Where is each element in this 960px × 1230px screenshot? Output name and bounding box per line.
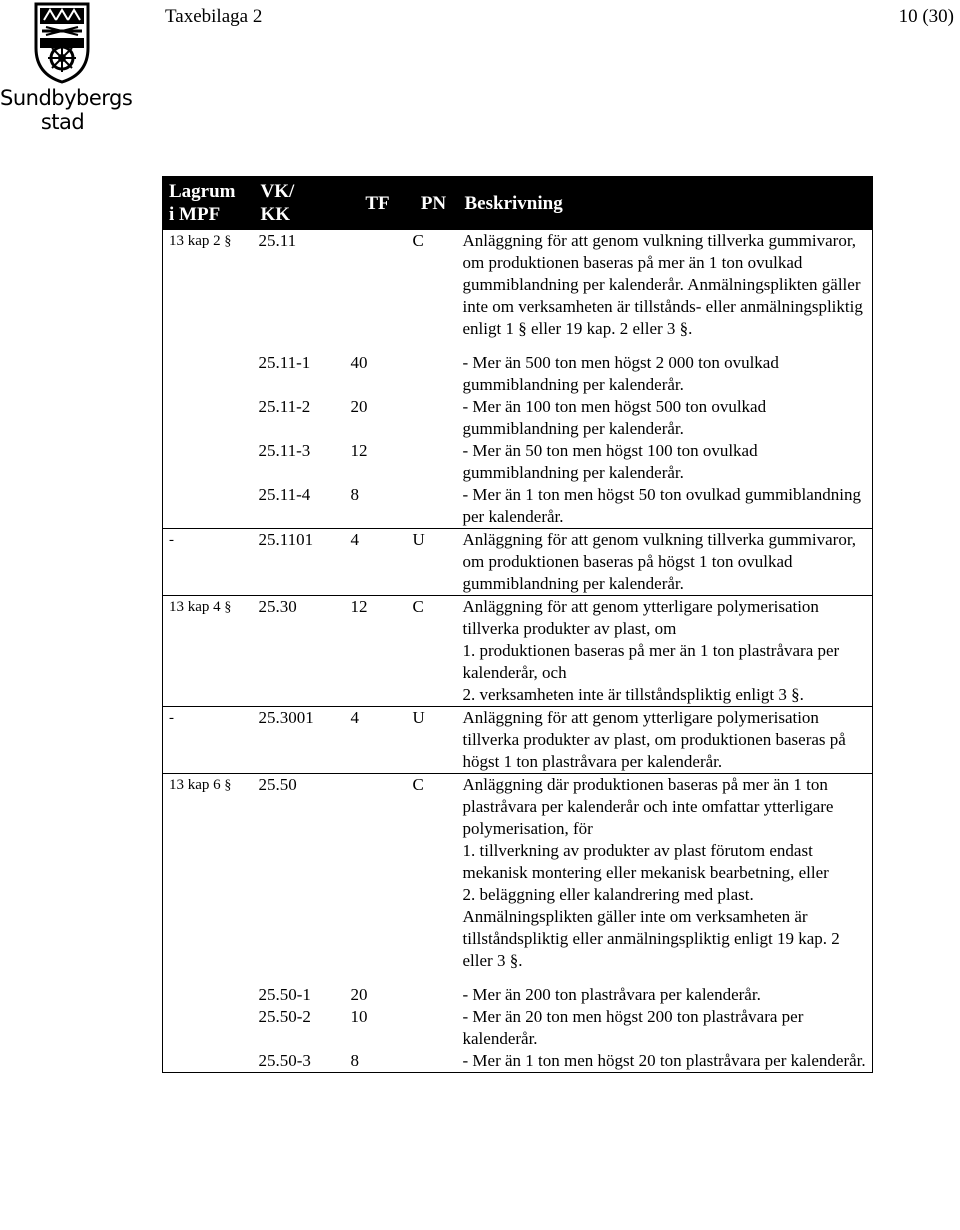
- vk-cell: 25.50-2: [258, 1007, 311, 1026]
- pn-cell: [409, 396, 459, 440]
- logo-text: [0, 86, 133, 134]
- vk-cell: 25.1101: [255, 529, 347, 596]
- coat-of-arms-icon: [30, 0, 94, 84]
- table-row: [163, 529, 873, 596]
- pn-cell: [409, 1050, 459, 1073]
- description-cell: - Mer än 50 ton men högst 100 ton ovulkad gummiblandning per kalenderår.: [462, 441, 758, 482]
- lagrum-cell: [163, 484, 255, 529]
- lagrum-cell: -: [163, 529, 255, 596]
- pn-cell: C: [409, 596, 459, 707]
- description-cell: Anläggning för att genom ytterligare polymerisation tillverka produkter av plast, om produktionen baseras på högst 1 ton plastråvara per kalenderår.: [459, 707, 873, 774]
- description-cell: Anläggning för att genom ytterligare polymerisation tillverka produkter av plast, om 1. produktionen baseras på mer än 1 ton plastråvara per kalenderår, och 2. verksamheten inte är tillståndspliktig enligt 3 §.: [459, 596, 873, 707]
- description-cell: - Mer än 100 ton men högst 500 ton ovulkad gummiblandning per kalenderår.: [462, 397, 767, 438]
- description-cell: Anläggning för att genom vulkning tillverka gummivaror, om produktionen baseras på högst 1 ton ovulkad gummiblandning per kalenderår.: [459, 529, 873, 596]
- vk-cell: 25.50: [255, 774, 347, 973]
- table-row: [163, 396, 873, 440]
- description-cell: - Mer än 500 ton men högst 2 000 ton ovulkad gummiblandning per kalenderår.: [462, 353, 779, 394]
- lagrum-cell: [163, 440, 255, 484]
- tf-cell: [347, 230, 409, 341]
- pn-cell: [409, 484, 459, 529]
- logo-text-line2: stad: [40, 110, 85, 134]
- tf-cell: [347, 774, 409, 973]
- col-header-description: Beskrivning: [459, 177, 873, 230]
- vk-cell: 25.11-2: [258, 397, 311, 416]
- col-header-pn: PN: [409, 177, 459, 230]
- lagrum-cell: [163, 396, 255, 440]
- description-cell: Anläggning där produktionen baseras på mer än 1 ton plastråvara per kalenderår och inte omfattar ytterligare polymerisation, för 1. tillverkning av produkter av plast förutom endast mekanisk montering eller mekanisk bearbetning, eller 2. beläggning eller kalandrering med plast. Anmälningsplikten gäller inte om verksamheten är tillståndspliktig eller anmälningspliktig enligt 19 kap. 2 eller 3 §.: [459, 774, 873, 973]
- pn-cell: C: [409, 230, 459, 341]
- lagrum-cell: [163, 972, 255, 1006]
- vk-cell: 25.11-1: [258, 353, 311, 372]
- lagrum-cell: 13 kap 6 §: [163, 774, 255, 973]
- tf-cell: 40: [350, 353, 368, 372]
- table-row: [163, 1050, 873, 1073]
- col-header-tf: TF: [347, 177, 409, 230]
- tf-cell: 20: [350, 985, 368, 1004]
- tf-cell: 12: [350, 441, 368, 460]
- pn-cell: U: [409, 707, 459, 774]
- lagrum-cell: 13 kap 2 §: [163, 230, 255, 341]
- lagrum-cell: [163, 340, 255, 396]
- logo-text-line1: Sundbybergs: [0, 86, 133, 110]
- col-header-vk: VK/ KK: [255, 177, 347, 230]
- tf-cell: 4: [347, 707, 409, 774]
- description-cell: - Mer än 20 ton men högst 200 ton plastråvara per kalenderår.: [462, 1007, 804, 1048]
- pn-cell: [409, 340, 459, 396]
- lagrum-cell: [163, 1050, 255, 1073]
- description-cell: Anläggning för att genom vulkning tillverka gummivaror, om produktionen baseras på mer än 1 ton ovulkad gummiblandning per kalenderår. Anmälningsplikten gäller inte om verksamheten är tillstånds- eller anmälningspliktig enligt 1 § eller 19 kap. 2 eller 3 §.: [459, 230, 873, 341]
- tf-cell: 8: [350, 485, 359, 504]
- vk-cell: 25.30: [255, 596, 347, 707]
- vk-cell: 25.11-3: [258, 441, 311, 460]
- fee-table: [162, 176, 873, 1073]
- pn-cell: C: [409, 774, 459, 973]
- table-row: [163, 440, 873, 484]
- table-row: [163, 707, 873, 774]
- vk-cell: 25.50-3: [258, 1051, 311, 1070]
- page-number: 10 (30): [898, 6, 954, 27]
- description-cell: - Mer än 1 ton men högst 20 ton plastråvara per kalenderår.: [462, 1051, 866, 1070]
- page-header: [0, 0, 960, 150]
- lagrum-cell: [163, 1006, 255, 1050]
- table-row: [163, 596, 873, 707]
- pn-cell: [409, 440, 459, 484]
- lagrum-cell: 13 kap 4 §: [163, 596, 255, 707]
- vk-cell: 25.11: [255, 230, 347, 341]
- vk-cell: 25.50-1: [258, 985, 311, 1004]
- tf-cell: 20: [350, 397, 368, 416]
- vk-cell: 25.3001: [255, 707, 347, 774]
- description-cell: - Mer än 1 ton men högst 50 ton ovulkad gummiblandning per kalenderår.: [462, 485, 862, 526]
- tf-cell: 12: [347, 596, 409, 707]
- col-header-lagrum: Lagrum i MPF: [163, 177, 255, 230]
- table-header-row: [163, 177, 873, 230]
- description-cell: - Mer än 200 ton plastråvara per kalenderår.: [462, 985, 761, 1004]
- table-row: [163, 774, 873, 973]
- table-row: [163, 484, 873, 529]
- table-row: [163, 340, 873, 396]
- sundbyberg-logo: [0, 0, 133, 140]
- tf-cell: 4: [347, 529, 409, 596]
- tf-cell: 10: [350, 1007, 368, 1026]
- pn-cell: [409, 1006, 459, 1050]
- table-row: [163, 1006, 873, 1050]
- pn-cell: U: [409, 529, 459, 596]
- table-row: [163, 230, 873, 341]
- pn-cell: [409, 972, 459, 1006]
- tf-cell: 8: [350, 1051, 359, 1070]
- lagrum-cell: -: [163, 707, 255, 774]
- vk-cell: 25.11-4: [258, 485, 311, 504]
- table-row: [163, 972, 873, 1006]
- document-title: Taxebilaga 2: [165, 6, 263, 27]
